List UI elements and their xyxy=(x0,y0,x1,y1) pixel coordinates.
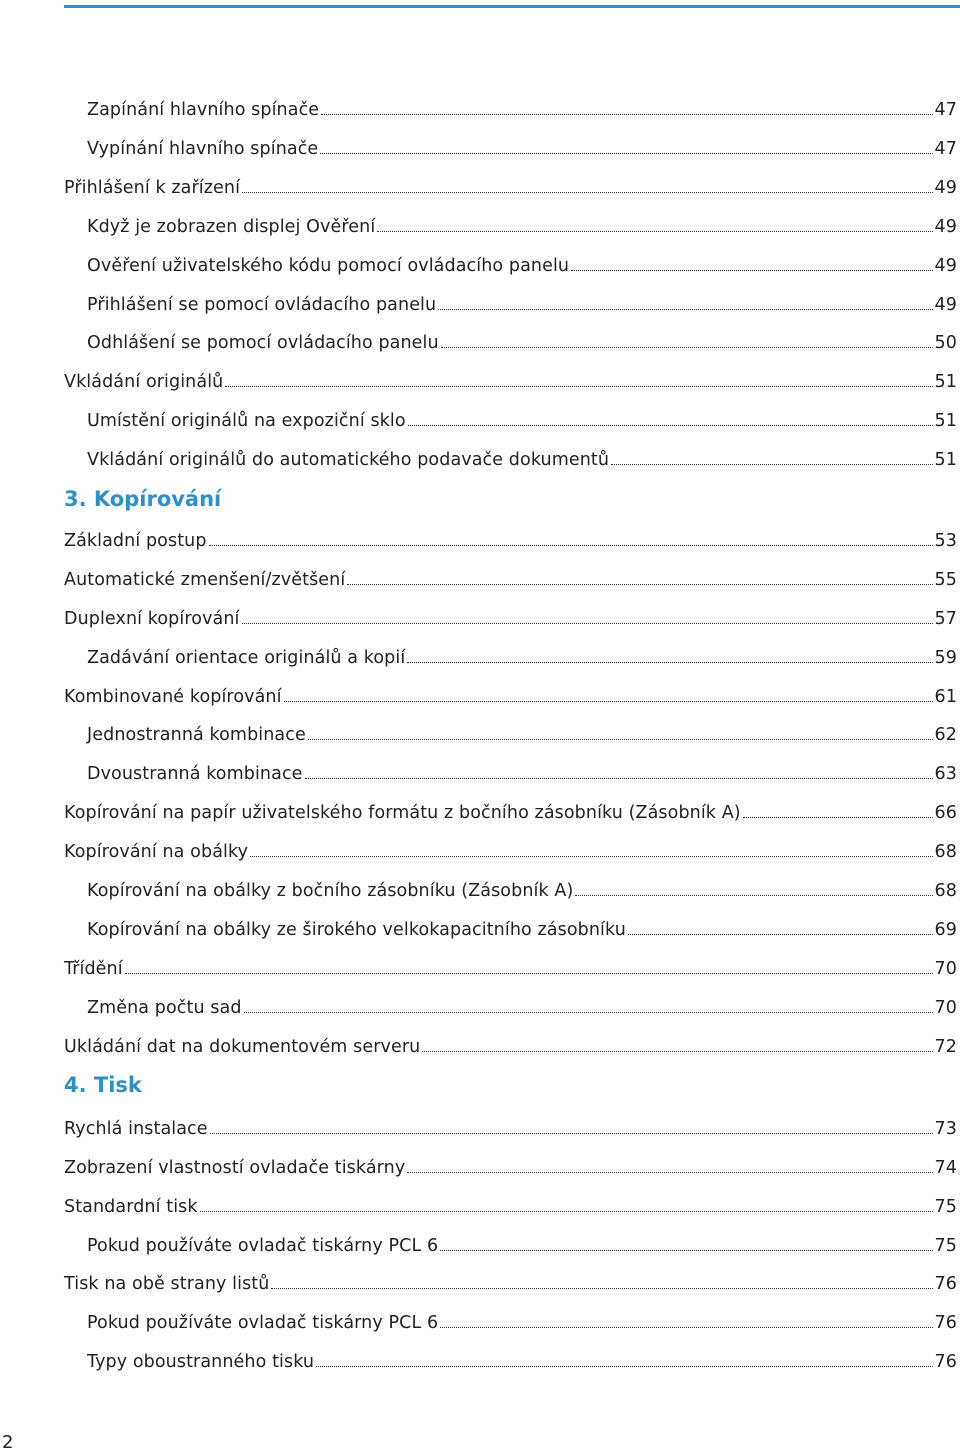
toc-entry-page: 70 xyxy=(934,959,957,979)
toc-entry-page: 73 xyxy=(934,1119,957,1139)
toc-entry-page: 66 xyxy=(934,803,957,823)
toc-entry-page: 49 xyxy=(934,217,957,237)
toc-entry[interactable] xyxy=(87,329,957,357)
toc-entry[interactable] xyxy=(87,1348,957,1376)
toc-entry-page: 76 xyxy=(934,1274,957,1294)
toc-leader xyxy=(377,230,932,232)
toc-entry-page: 61 xyxy=(934,687,957,707)
toc-leader xyxy=(242,622,933,624)
toc-entry-title: Vkládání originálů xyxy=(64,372,224,392)
toc-entry[interactable] xyxy=(64,368,957,396)
toc-entry-page: 68 xyxy=(934,881,957,901)
toc-leader xyxy=(321,113,932,115)
toc-entry-page: 47 xyxy=(934,139,957,159)
toc-entry-page: 69 xyxy=(934,920,957,940)
toc-entry-title: Zapínání hlavního spínače xyxy=(87,100,320,120)
toc-entry[interactable] xyxy=(87,1309,957,1337)
toc-leader xyxy=(407,661,932,663)
toc-entry-title: Vypínání hlavního spínače xyxy=(87,139,319,159)
toc-entry-page: 50 xyxy=(934,333,957,353)
toc-leader xyxy=(575,894,932,896)
toc-entry-title: Kombinované kopírování xyxy=(64,687,282,707)
toc-leader xyxy=(347,583,932,585)
toc-entry-title: Pokud používáte ovladač tiskárny PCL 6 xyxy=(87,1313,439,1333)
toc-entry-title: Vkládání originálů do automatického podavače dokumentů xyxy=(87,450,610,470)
toc-entry-page: 57 xyxy=(934,609,957,629)
toc-entry-title: Zadávání orientace originálů a kopií xyxy=(87,648,406,668)
toc-entry-page: 49 xyxy=(934,295,957,315)
toc-entry[interactable] xyxy=(87,644,957,672)
toc-entry-page: 62 xyxy=(934,725,957,745)
toc-entry-title: Typy oboustranného tisku xyxy=(87,1352,315,1372)
toc-entry-title: Pokud používáte ovladač tiskárny PCL 6 xyxy=(87,1236,439,1256)
toc-entry[interactable] xyxy=(87,213,957,241)
toc-entry-title: Kopírování na obálky z bočního zásobníku (Zásobník A) xyxy=(87,881,574,901)
toc-entry-page: 75 xyxy=(934,1236,957,1256)
toc-leader xyxy=(209,544,933,546)
toc-entry[interactable] xyxy=(87,760,957,788)
toc-entry[interactable] xyxy=(87,291,957,319)
toc-entry-title: Zobrazení vlastností ovladače tiskárny xyxy=(64,1158,406,1178)
toc-leader xyxy=(305,777,933,779)
toc-entry[interactable] xyxy=(64,566,957,594)
toc-leader xyxy=(242,191,932,193)
toc-entry[interactable] xyxy=(64,1115,957,1143)
toc-entry[interactable] xyxy=(87,96,957,124)
toc-leader xyxy=(422,1050,932,1052)
toc-entry[interactable] xyxy=(64,1193,957,1221)
toc-leader xyxy=(408,424,933,426)
toc-leader xyxy=(407,1171,932,1173)
toc-entry[interactable] xyxy=(64,838,957,866)
toc-entry-title: Standardní tisk xyxy=(64,1197,198,1217)
toc-entry-title: Duplexní kopírování xyxy=(64,609,240,629)
toc-leader xyxy=(225,385,932,387)
toc-entry[interactable] xyxy=(87,994,957,1022)
toc-entry-page: 75 xyxy=(934,1197,957,1217)
toc-leader xyxy=(200,1210,933,1212)
toc-entry[interactable] xyxy=(64,174,957,202)
toc-entry[interactable] xyxy=(64,799,957,827)
toc-entry[interactable] xyxy=(87,721,957,749)
toc-entry-page: 68 xyxy=(934,842,957,862)
toc-entry-title: Když je zobrazen displej Ověření xyxy=(87,217,376,237)
toc-entry-page: 49 xyxy=(934,256,957,276)
toc-entry[interactable] xyxy=(64,1154,957,1182)
toc-entry-title: Kopírování na obálky ze širokého velkokapacitního zásobníku xyxy=(87,920,626,940)
toc-entry-title: Kopírování na papír uživatelského formátu z bočního zásobníku (Zásobník A) xyxy=(64,803,741,823)
toc-leader xyxy=(316,1365,932,1367)
toc-entry-title: Změna počtu sad xyxy=(87,998,242,1018)
toc-entry-title: Dvoustranná kombinace xyxy=(87,764,303,784)
toc-entry[interactable] xyxy=(64,683,957,711)
toc-entry-page: 51 xyxy=(934,372,957,392)
toc-entry[interactable] xyxy=(64,1270,957,1298)
toc-entry[interactable] xyxy=(87,252,957,280)
toc-leader xyxy=(440,1249,932,1251)
toc-entry-title: Přihlášení se pomocí ovládacího panelu xyxy=(87,295,437,315)
toc-entry[interactable] xyxy=(87,877,957,905)
toc-entry-title: Základní postup xyxy=(64,531,207,551)
toc-entry-title: Tisk na obě strany listů xyxy=(64,1274,270,1294)
toc-entry[interactable] xyxy=(87,407,957,435)
toc-leader xyxy=(438,308,932,310)
toc-leader xyxy=(571,269,932,271)
toc-entry-title: Třídění xyxy=(64,959,123,979)
toc-leader xyxy=(250,855,932,857)
toc-leader xyxy=(611,463,932,465)
toc-leader xyxy=(308,738,933,740)
chapter-heading-printing[interactable]: 4. Tisk xyxy=(64,1073,142,1097)
toc-entry-page: 76 xyxy=(934,1352,957,1372)
toc-entry[interactable] xyxy=(64,527,957,555)
toc-entry-page: 47 xyxy=(934,100,957,120)
toc-entry-page: 51 xyxy=(934,411,957,431)
toc-entry-page: 51 xyxy=(934,450,957,470)
toc-entry-page: 49 xyxy=(934,178,957,198)
toc-leader xyxy=(628,933,933,935)
toc-entry-title: Automatické zmenšení/zvětšení xyxy=(64,570,346,590)
toc-entry[interactable] xyxy=(64,1033,957,1061)
chapter-heading-copying[interactable]: 3. Kopírování xyxy=(64,487,222,511)
toc-leader xyxy=(320,152,932,154)
toc-entry-title: Rychlá instalace xyxy=(64,1119,208,1139)
toc-entry-title: Jednostranná kombinace xyxy=(87,725,306,745)
toc-entry-page: 74 xyxy=(934,1158,957,1178)
toc-entry[interactable] xyxy=(64,605,957,633)
toc-entry-page: 70 xyxy=(934,998,957,1018)
toc-leader xyxy=(125,972,933,974)
toc-entry-title: Přihlášení k zařízení xyxy=(64,178,241,198)
page-number: 2 xyxy=(2,1432,14,1453)
toc-entry-title: Ověření uživatelského kódu pomocí ovládacího panelu xyxy=(87,256,570,276)
toc-entry-page: 55 xyxy=(934,570,957,590)
toc-entry[interactable] xyxy=(64,955,957,983)
toc-entry-page: 63 xyxy=(934,764,957,784)
toc-leader xyxy=(284,700,933,702)
toc-entry-title: Ukládání dat na dokumentovém serveru xyxy=(64,1037,421,1057)
toc-leader xyxy=(743,816,933,818)
toc-leader xyxy=(210,1132,933,1134)
toc-leader xyxy=(440,1326,932,1328)
toc-entry[interactable] xyxy=(87,916,957,944)
toc-entry-title: Umístění originálů na expoziční sklo xyxy=(87,411,406,431)
toc-entry-title: Odhlášení se pomocí ovládacího panelu xyxy=(87,333,439,353)
toc-leader xyxy=(244,1011,933,1013)
toc-leader xyxy=(441,346,933,348)
toc-entry[interactable] xyxy=(87,135,957,163)
header-rule xyxy=(64,5,960,8)
toc-entry-title: Kopírování na obálky xyxy=(64,842,249,862)
toc-entry[interactable] xyxy=(87,1232,957,1260)
toc-entry-page: 76 xyxy=(934,1313,957,1333)
toc-entry-page: 72 xyxy=(934,1037,957,1057)
toc-entry-page: 59 xyxy=(934,648,957,668)
toc-entry-page: 53 xyxy=(934,531,957,551)
toc-entry[interactable] xyxy=(87,446,957,474)
toc-leader xyxy=(271,1287,932,1289)
